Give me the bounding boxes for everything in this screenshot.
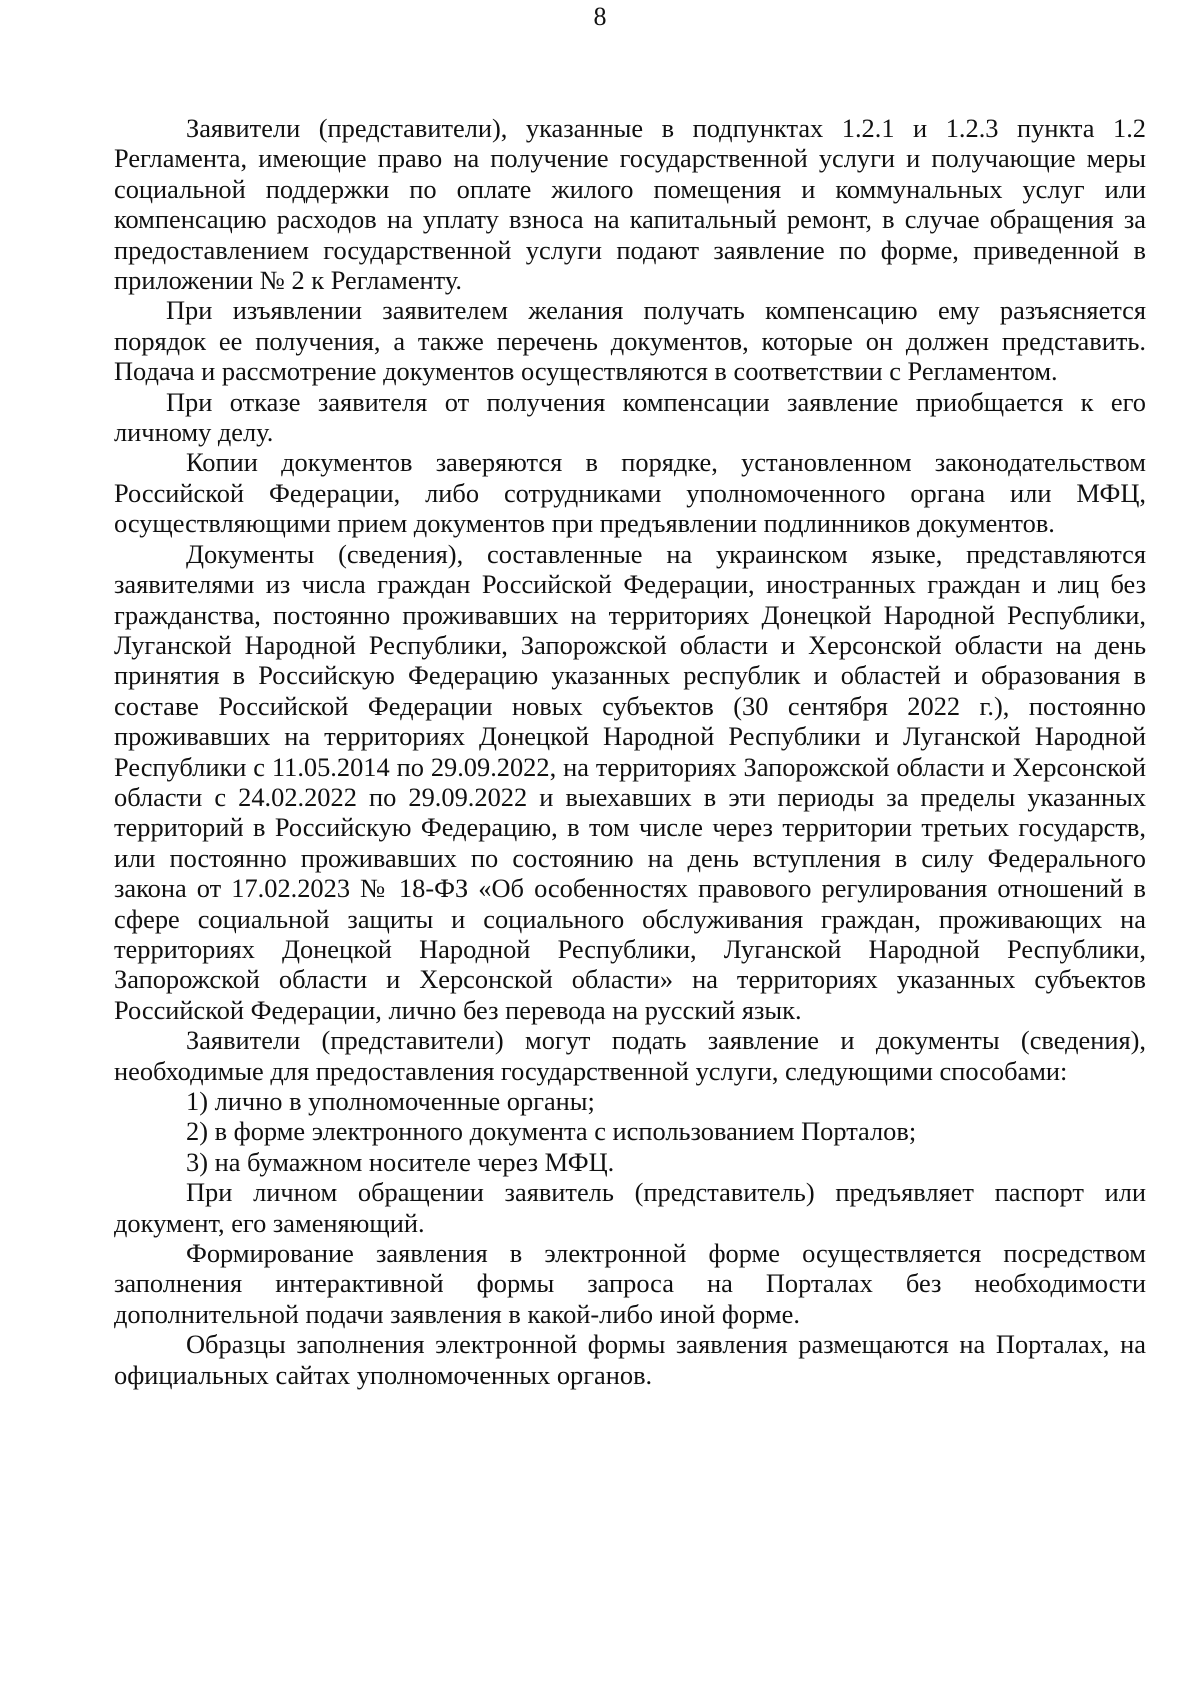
- paragraph-form-samples: Образцы заполнения электронной формы заявления размещаются на Порталах, на официальных сайтах уполномоченных органов.: [114, 1329, 1146, 1390]
- paragraph-document-copies: Копии документов заверяются в порядке, установленном законодательством Российской Федерации, либо сотрудниками уполномоченного органа или МФЦ, осуществляющими прием документов при предъявлении подлинников документов.: [114, 447, 1146, 539]
- list-item: 3) на бумажном носителе через МФЦ.: [186, 1146, 615, 1177]
- paragraph-submission-methods: Заявители (представители) могут подать заявление и документы (сведения), необходимые для предоставления государственной услуги, следующими способами:: [114, 1025, 1146, 1086]
- page-number: 8: [593, 2, 607, 31]
- list-item: 2) в форме электронного документа с использованием Порталов;: [186, 1116, 917, 1147]
- list-item: 1) лично в уполномоченные органы;: [186, 1086, 595, 1116]
- document-body: [114, 113, 1146, 1390]
- paragraph-electronic-form: Формирование заявления в электронной форме осуществляется посредством заполнения интерактивной формы запроса на Порталах без необходимости дополнительной подачи заявления в какой-либо иной форме.: [114, 1238, 1146, 1329]
- paragraph-applicants-form: Заявители (представители), указанные в подпунктах 1.2.1 и 1.2.3 пункта 1.2 Регламента, имеющие право на получение государственной услуги и получающие меры социальной поддержки по оплате жилого помещения и коммунальных услуг или компенсацию расходов на уплату взноса на капитальный ремонт, в случае обращения за предоставлением государственной услуги подают заявление по форме, приведенной в приложении № 2 к Регламенту.: [114, 113, 1146, 296]
- paragraph-personal-visit: При личном обращении заявитель (представитель) предъявляет паспорт или документ, его заменяющий.: [114, 1177, 1146, 1238]
- paragraph-ukrainian-documents: Документы (сведения), составленные на украинском языке, представляются заявителями из числа граждан Российской Федерации, иностранных граждан и лиц без гражданства, постоянно проживавших на территориях Донецкой Народной Республики, Луганской Народной Республики, Запорожской области и Херсонской области на день принятия в Российскую Федерацию указанных республик и областей и образования в составе Российской Федерации новых субъектов (30 сентября 2022 г.), постоянно проживавших на территориях Донецкой Народной Республики и Луганской Народной Республики с 11.05.2014 по 29.09.2022, на территориях Запорожской области и Херсонской области с 24.02.2022 по 29.09.2022 и выехавших в эти периоды за пределы указанных территорий в Российскую Федерацию, в том числе через территории третьих государств, или постоянно проживавших по состоянию на день вступления в силу Федерального закона от 17.02.2023 № 18-ФЗ «Об особенностях правового регулирования отношений в сфере социальной защиты и социального обслуживания граждан, проживающих на территориях Донецкой Народной Республики, Луганской Народной Республики, Запорожской области и Херсонской области» на территориях указанных субъектов Российской Федерации, лично без перевода на русский язык.: [114, 538, 1146, 1025]
- paragraph-compensation-refusal: При отказе заявителя от получения компенсации заявление приобщается к его личному делу.: [114, 386, 1146, 448]
- paragraph-compensation-explanation: При изъявлении заявителем желания получать компенсацию ему разъясняется порядок ее получения, а также перечень документов, которые он должен представить. Подача и рассмотрение документов осуществляются в соответствии с Регламентом.: [114, 295, 1146, 387]
